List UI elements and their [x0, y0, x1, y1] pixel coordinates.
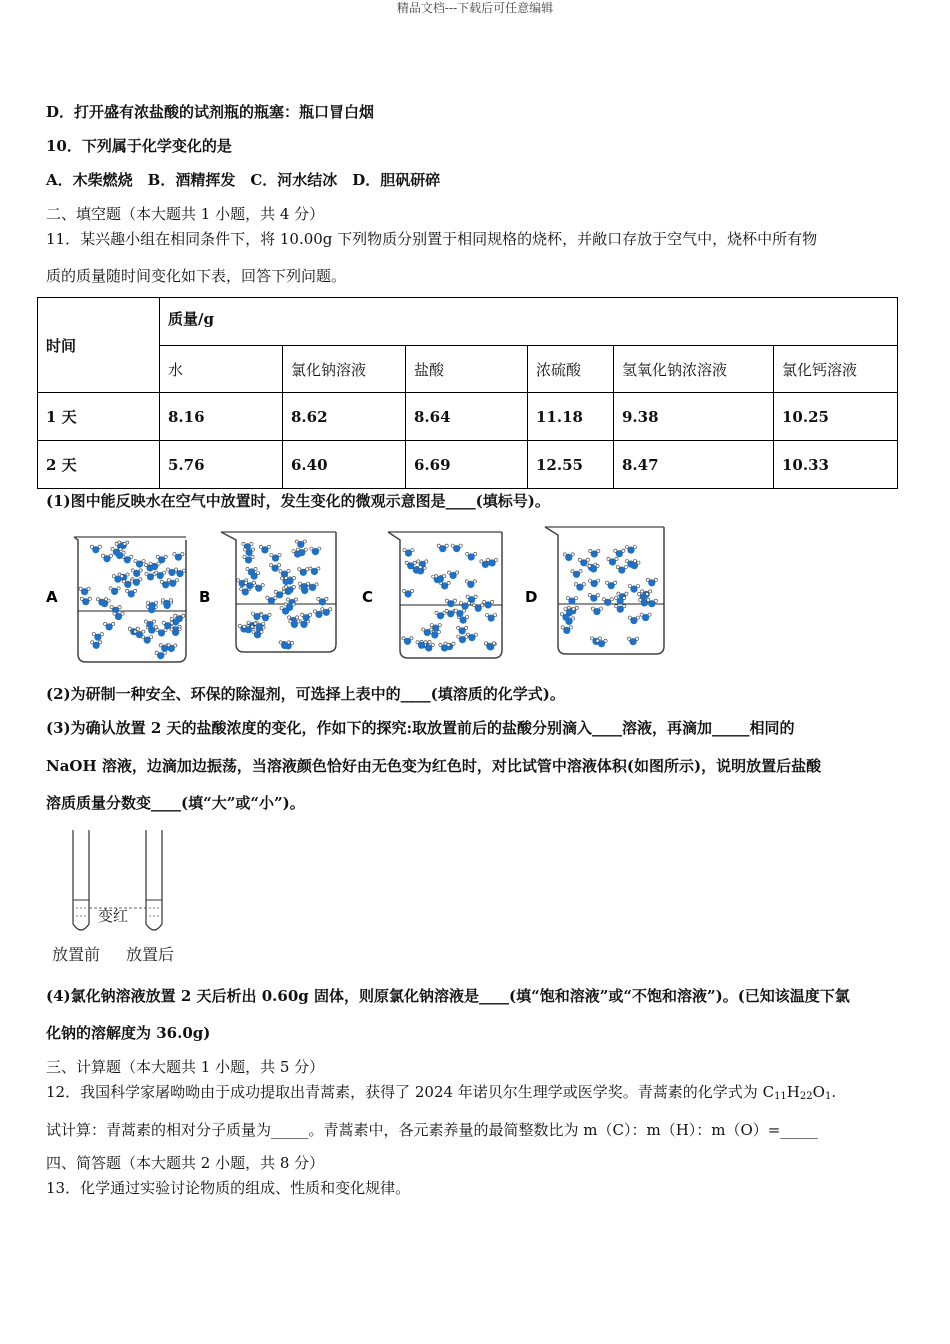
water-molecule [113, 612, 124, 620]
table-cell: 10.33 [774, 441, 898, 489]
formula-h: H [786, 1083, 800, 1101]
water-molecule [454, 609, 465, 617]
table-row [38, 441, 898, 489]
tube-label-after: 放置后 [126, 945, 175, 964]
q13-stem: 13．化学通过实验讨论物质的组成、性质和变化规律。 [46, 1179, 411, 1197]
test-tube-after [146, 830, 162, 930]
q11-part4-line1: (4)氯化钠溶液放置 2 天后析出 0.60g 固体，则原氯化钠溶液是____(填“饱和溶液”或“不饱和溶液”)。(已知该温度下氯 [46, 987, 850, 1005]
q11-part3-line2: NaOH 溶液，边滴加边振荡，当溶液颜色恰好由无色变为红色时，对比试管中溶液体积(如图所示)，说明放置后盐酸 [46, 757, 822, 775]
beaker-diagram [0, 522, 950, 668]
water-molecule [90, 545, 101, 553]
water-molecule [561, 626, 572, 634]
water-molecule [301, 613, 312, 621]
page-header: 精品文档---下载后可任意编辑 [396, 1, 554, 15]
section3-title: 三、计算题（本大题共 1 小题，共 5 分） [46, 1058, 325, 1076]
table-cell: 11.18 [528, 393, 614, 441]
table-cell: 8.47 [614, 441, 774, 489]
beaker-a [74, 537, 186, 662]
section4-title: 四、简答题（本大题共 2 小题，共 8 分） [46, 1154, 325, 1172]
q11-part3-line1: (3)为确认放置 2 天的盐酸浓度的变化，作如下的探究:取放置前后的盐酸分别滴入____溶液，再滴加_____相同的 [46, 719, 795, 737]
water-molecule [437, 544, 448, 552]
water-molecule [589, 549, 600, 557]
water-molecule [465, 580, 476, 588]
water-molecule [279, 570, 290, 578]
water-molecule [574, 583, 585, 591]
water-molecule [253, 584, 264, 592]
water-molecule [252, 630, 263, 638]
water-molecule [155, 651, 166, 659]
water-molecule [640, 613, 651, 621]
beaker-label: D [525, 588, 538, 606]
formula-o-sub: 1 [824, 1091, 832, 1102]
water-molecule [591, 607, 602, 615]
beaker-label: C [362, 588, 374, 606]
water-molecule [588, 594, 599, 602]
water-molecule [628, 585, 639, 593]
tube-label-before: 放置前 [52, 945, 101, 964]
table-cell: 9.38 [614, 393, 774, 441]
water-molecule [244, 548, 255, 556]
beaker-label: A [46, 588, 58, 606]
water-molecule [155, 571, 166, 579]
water-molecule [615, 605, 626, 613]
water-molecule [310, 547, 321, 555]
water-molecule [473, 604, 484, 612]
water-molecule [445, 599, 456, 607]
water-molecule [571, 570, 582, 578]
water-molecule [589, 579, 600, 587]
water-molecule [266, 596, 277, 604]
mass-header: 质量/g [160, 298, 898, 346]
formula-c: C [762, 1083, 775, 1101]
column-header: 氯化钙溶液 [774, 346, 898, 393]
water-molecule [602, 598, 613, 606]
water-molecule [109, 587, 120, 595]
q9-option-d: D．打开盛有浓盐酸的试剂瓶的瓶塞：瓶口冒白烟 [46, 103, 375, 121]
water-molecule [156, 628, 167, 636]
column-header: 水 [160, 346, 283, 393]
water-molecule [486, 614, 497, 622]
q12-stem: 12．我国科学家屠呦呦由于成功提取出青蒿素，获得了 2024 年诺贝尔生理学或医学奖。青蒿素的化学式为 [46, 1083, 763, 1101]
q10-options: A．木柴燃烧 B．酒精挥发 C．河水结冰 D．胆矾研碎 [46, 171, 441, 189]
water-molecule [170, 628, 181, 636]
water-molecule [614, 549, 625, 557]
water-molecule [122, 580, 133, 588]
water-molecule [466, 552, 477, 560]
water-molecule [483, 600, 494, 608]
water-molecule [295, 540, 306, 548]
formula-o: O [812, 1083, 825, 1101]
time-header: 时间 [38, 298, 160, 393]
water-molecule [243, 555, 254, 563]
water-molecule [563, 553, 574, 561]
section2-title: 二、填空题（本大题共 1 小题，共 4 分） [46, 205, 325, 223]
test-tube-figure [40, 828, 200, 972]
water-molecule [448, 571, 459, 579]
water-molecule [142, 636, 153, 644]
water-molecule [92, 633, 103, 641]
beaker-b [221, 532, 336, 652]
row-label: 2 天 [38, 441, 160, 489]
water-molecule [298, 568, 309, 576]
table-cell: 6.40 [283, 441, 406, 489]
table-cell: 10.25 [774, 393, 898, 441]
water-molecule [451, 544, 462, 552]
beaker-d [545, 527, 664, 654]
water-molecule [616, 566, 627, 574]
column-header: 氢氧化钠浓溶液 [614, 346, 774, 393]
tube-mark-label: 变红 [98, 907, 129, 925]
q12-line2: 试计算：青蒿素的相对分子质量为_____。青蒿素中，各元素养量的最简整数比为 m（C）：m（H）：m（O）=_____ [46, 1121, 818, 1139]
q11-part4-line2: 化钠的溶解度为 36.0g) [46, 1024, 211, 1042]
column-header: 氯化钠溶液 [283, 346, 406, 393]
table-cell: 5.76 [160, 441, 283, 489]
water-molecule [457, 626, 468, 634]
water-molecule [270, 554, 281, 562]
water-molecule [122, 555, 133, 563]
water-molecule [403, 589, 414, 597]
q11-stem-line1: 11．某兴趣小组在相同条件下，将 10.00g 下列物质分别置于相同规格的烧杯，并敞口存放于空气中，烧杯中所有物 [46, 230, 818, 248]
formula-h-sub: 22 [799, 1091, 813, 1102]
table-cell: 8.64 [406, 393, 528, 441]
q12-line1 [46, 1082, 836, 1107]
q11-stem-line2: 质的质量随时间变化如下表，回答下列问题。 [46, 267, 347, 285]
water-molecule [259, 545, 270, 553]
water-molecule [131, 569, 142, 577]
table-cell: 12.55 [528, 441, 614, 489]
water-molecule [79, 587, 90, 595]
water-molecule [126, 589, 137, 597]
table-row [38, 393, 898, 441]
water-molecule [646, 578, 657, 586]
water-molecule [91, 641, 102, 649]
column-header: 浓硫酸 [528, 346, 614, 393]
water-molecule [101, 554, 112, 562]
water-molecule [429, 630, 440, 638]
water-molecule [104, 622, 115, 630]
q11-part1: (1)图中能反映水在空气中放置时，发生变化的微观示意图是____(填标号)。 [46, 492, 550, 510]
water-molecule [403, 549, 414, 557]
beaker-c [388, 532, 502, 658]
water-molecule [566, 597, 577, 605]
q10-stem: 10．下列属于化学变化的是 [46, 137, 232, 155]
water-molecule [625, 546, 636, 554]
mass-table [37, 297, 898, 489]
water-molecule [435, 611, 446, 619]
table-cell: 6.69 [406, 441, 528, 489]
beaker-label: B [199, 588, 211, 606]
formula-end: . [831, 1083, 837, 1101]
water-molecule [628, 616, 639, 624]
water-molecule [402, 637, 413, 645]
water-molecule [457, 635, 468, 643]
water-molecule [309, 567, 320, 575]
water-molecule [615, 596, 626, 604]
water-molecule [173, 553, 184, 561]
formula-c-sub: 11 [774, 1091, 787, 1102]
table-cell: 8.62 [283, 393, 406, 441]
water-molecule [260, 613, 271, 621]
test-tube-before [73, 830, 89, 930]
chemical-formula [763, 1083, 837, 1101]
q11-part2: (2)为研制一种安全、环保的除湿剂，可选择上表中的____(填溶质的化学式)。 [46, 685, 565, 703]
water-molecule [289, 620, 300, 628]
water-molecule [459, 602, 470, 610]
row-label: 1 天 [38, 393, 160, 441]
q11-part3-line3: 溶质质量分数变____(填“大”或“小”)。 [46, 794, 305, 812]
table-cell: 8.16 [160, 393, 283, 441]
column-header: 盐酸 [406, 346, 528, 393]
water-molecule [628, 637, 639, 645]
water-molecule [417, 560, 428, 568]
water-molecule [145, 572, 156, 580]
water-molecule [134, 560, 145, 568]
water-molecule [606, 581, 617, 589]
water-molecule [607, 557, 618, 565]
water-molecule [80, 597, 91, 605]
